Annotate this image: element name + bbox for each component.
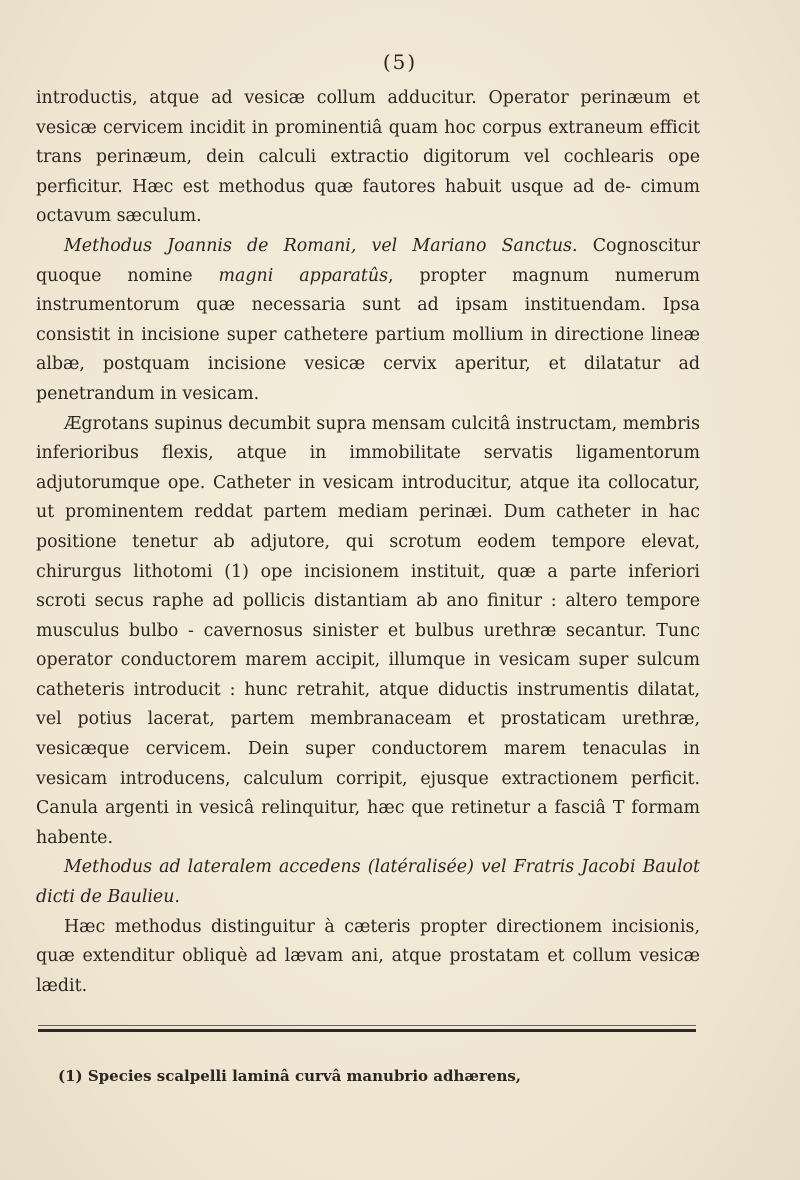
line-1: introductis, atque ad vesicæ collum adducitur. Operator perinæum et [36,88,700,108]
paragraph-2-text-b: , propter magnum numerum instrumentorum quæ necessaria sunt ad ipsam instituendam. Ipsa consistit in incisione super cathetere partium mollium in directione lineæ albæ, postquam incisione vesicæ cervix aperitur, et dilatatur ad penetrandum in vesicam. [36,265,701,404]
paragraph-2 [36,232,700,410]
page-number: (5) [382,50,418,74]
body-text [36,84,700,1001]
line-3: efficit trans perinæum, dein calculi extractio digitorum vel cochlearis [36,117,701,168]
method-title-lateral: Methodus ad lateralem accedens (latéralisée) vel Fratris Jacobi Baulot dicti de Baulieu. [36,857,700,908]
paragraph-3: Ægrotans supinus decumbit supra mensam culcitâ instructam, membris inferioribus flexis, atque in immobilitate servatis ligamentorum adjutorumque ope. Catheter in vesicam introducitur, atque ita collocatur, ut prominentem reddat partem mediam perinæi. Dum catheter in hac positione tenetur ab adjutore, qui scrotum eodem tempore elevat, chirurgus lithotomi (1) ope incisionem instituit, quæ a parte inferiori scroti secus raphe ad pollicis distantiam ab ano finitur : altero tempore musculus bulbo - cavernosus sinister et bulbus urethræ secantur. Tunc operator conductorem marem accipit, illumque in vesicam super sulcum catheteris introducit : hunc retrahit, atque diductis instrumentis dilatat, vel potius lacerat, partem membranaceam et prostaticam urethræ, vesicæque cervicem. Dein super conductorem marem tenaculas in vesicam introducens, calculum corripit, ejusque extractionem perficit. Canula argenti in vesicâ relinquitur, hæc que retinetur a fasciâ T formam habente. [36,413,700,848]
method-title-romani: Methodus Joannis de Romani, vel Mariano Sanctus. [64,235,578,256]
paragraph-2-italic: magni apparatûs [218,265,388,286]
footnote-divider-thin [38,1025,696,1026]
footnote-divider [38,1029,696,1032]
paragraph-5: Hæc methodus distinguitur à cæteris propter directionem incisionis, quæ extenditur obliquè ad lævam ani, atque prostatam et collum vesicæ lædit. [36,916,700,996]
footnote: (1) Species scalpelli laminâ curvâ manubrio adhærens, [58,1067,522,1085]
line-2: vesicæ cervicem incidit in prominentiâ quam hoc corpus extraneum [36,117,644,138]
paragraph-2-text-a: Cognoscitur quoque nomine [36,235,700,286]
line-5: cimum octavum sæculum. [36,176,701,227]
paragraph-1 [36,84,700,232]
line-4: ope perficitur. Hæc est methodus quæ fautores habuit usque ad de- [36,147,700,197]
